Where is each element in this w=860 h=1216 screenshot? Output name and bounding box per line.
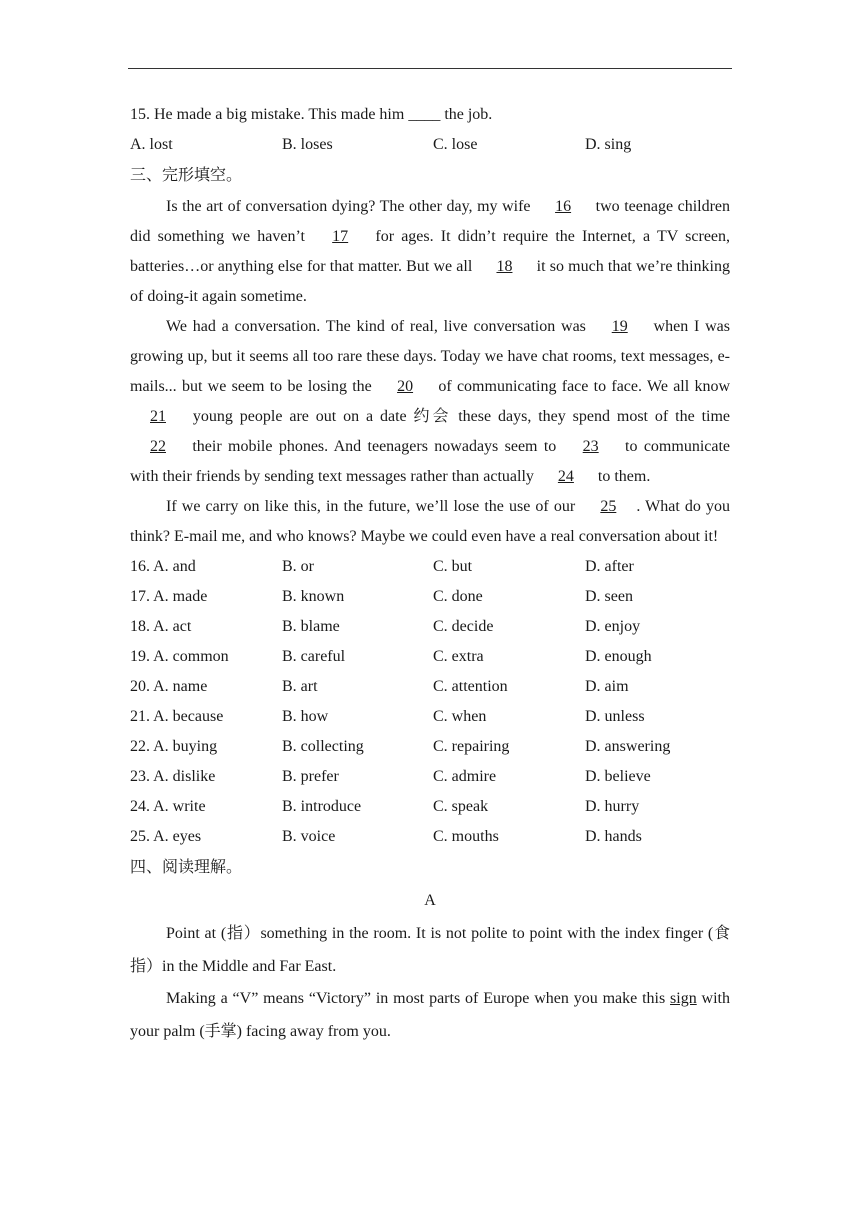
header-rule bbox=[128, 68, 732, 69]
blank-22: 22 bbox=[150, 438, 166, 455]
passage-paragraph-3: If we carry on like this, in the future, we’ll lose the use of our 25 . What do you think? E-mail me, and who knows? Maybe we could even have a real conversation about it! bbox=[130, 492, 730, 552]
option-a: A. lost bbox=[130, 136, 173, 153]
blank-17: 17 bbox=[332, 228, 349, 245]
question-16-options: 16. A. and B. or C. but D. after bbox=[130, 558, 634, 575]
question-19-options: 19. A. common B. careful C. extra D. enough bbox=[130, 648, 652, 665]
blank-19: 19 bbox=[611, 318, 628, 335]
blank-20: 20 bbox=[397, 378, 414, 395]
reading-paragraph-2: Making a “V” means “Victory” in most parts of Europe when you make this sign with your palm (手掌) facing away from you. bbox=[130, 990, 730, 1040]
question-15-options bbox=[130, 130, 730, 160]
passage-a-label: A bbox=[424, 892, 436, 909]
question-17-options: 17. A. made B. known C. done D. seen bbox=[130, 588, 633, 605]
question-24-options: 24. A. write B. introduce C. speak D. hurry bbox=[130, 798, 640, 815]
blank-16: 16 bbox=[555, 198, 572, 215]
option-d: D. sing bbox=[585, 136, 632, 153]
question-23-options: 23. A. dislike B. prefer C. admire D. believe bbox=[130, 768, 651, 785]
section-4-title: 四、阅读理解。 bbox=[130, 859, 243, 876]
option-c: C. lose bbox=[433, 136, 478, 153]
blank-24: 24 bbox=[557, 468, 574, 485]
blank-21: 21 bbox=[150, 408, 166, 425]
question-18-options: 18. A. act B. blame C. decide D. enjoy bbox=[130, 618, 641, 635]
passage-paragraph-2: We had a conversation. The kind of real, live conversation was 19 when I was growing up, but it seems all too rare these days. Today we have chat rooms, text messages, e-mails... but we seem to be losing the 20 of communicating face to face. We all know 21 young people are out on a date 约会 these days, they spend most of the time 22 their mobile phones. And teenagers nowadays seem to 23 to communicate with their friends by sending text messages rather than actually 24 to them. bbox=[130, 312, 730, 492]
blank-23: 23 bbox=[582, 438, 599, 455]
passage-paragraph-1: Is the art of conversation dying? The other day, my wife 16 two teenage children did something we haven’t 17 for ages. It didn’t require the Internet, a TV screen, batteries…or anything else for that matter. But we all 18 it so much that we’re thinking of doing-it again sometime. bbox=[130, 192, 730, 312]
worksheet-page bbox=[130, 100, 730, 1048]
cloze-options-list bbox=[130, 552, 730, 852]
question-20-options: 20. A. name B. art C. attention D. aim bbox=[130, 678, 629, 695]
question-22-options: 22. A. buying B. collecting C. repairing D. answering bbox=[130, 738, 671, 755]
blank-18: 18 bbox=[496, 258, 513, 275]
question-25-options: 25. A. eyes B. voice C. mouths D. hands bbox=[130, 828, 642, 845]
underlined-word-sign: sign bbox=[670, 990, 697, 1007]
question-15-stem: 15. He made a big mistake. This made him ____ the job. bbox=[130, 106, 493, 123]
section-3-title: 三、完形填空。 bbox=[130, 167, 243, 184]
question-21-options: 21. A. because B. how C. when D. unless bbox=[130, 708, 645, 725]
option-b: B. loses bbox=[282, 136, 333, 153]
blank-25: 25 bbox=[600, 498, 617, 515]
reading-paragraph-1: Point at (指）something in the room. It is not polite to point with the index finger (食指）in the Middle and Far East. bbox=[130, 925, 730, 975]
